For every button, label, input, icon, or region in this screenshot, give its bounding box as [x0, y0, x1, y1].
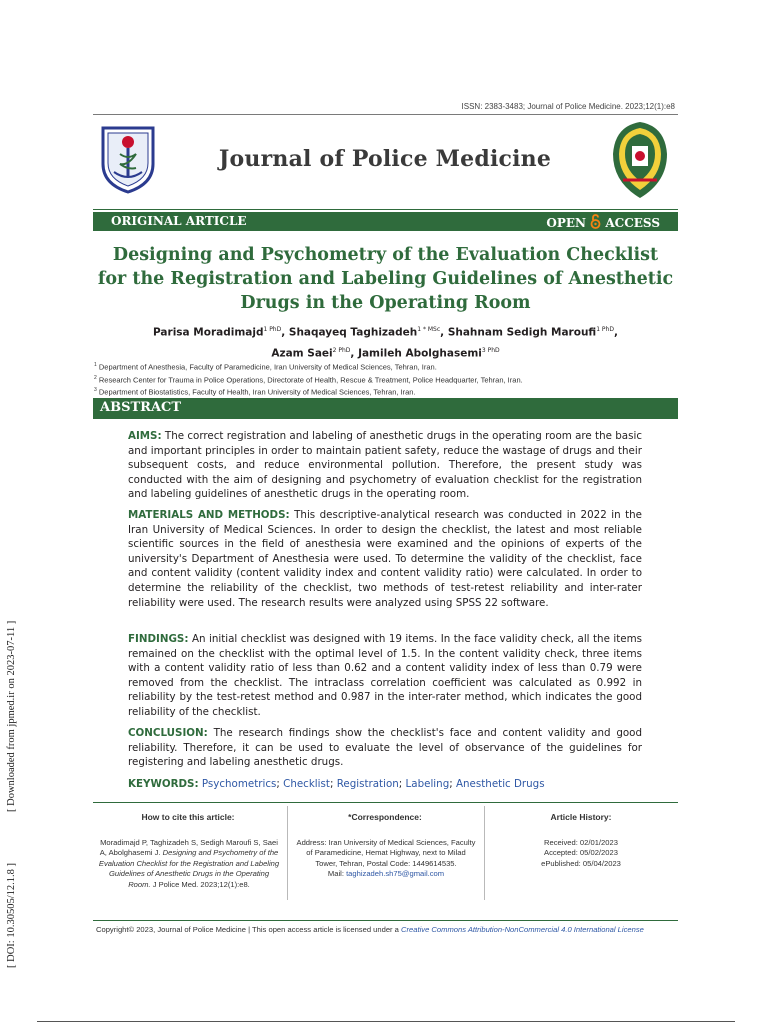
open-access-lock-icon — [590, 214, 601, 229]
downloaded-sidebar: [ Downloaded from jpmed.ir on 2023-07-11 ] — [6, 620, 17, 812]
issn-line: ISSN: 2383-3483; Journal of Police Medicine. 2023;12(1):e8 — [461, 102, 675, 111]
abstract-aims — [128, 429, 642, 502]
author-name: Shahnam Sedigh Maroufi — [447, 326, 597, 339]
license-link[interactable]: Creative Commons Attribution-NonCommercial 4.0 International License — [401, 925, 644, 934]
article-title-line-1: Designing and Psychometry of the Evaluation Checklist — [112, 245, 659, 265]
author-degree: 1 PhD — [596, 326, 614, 333]
header-divider — [93, 114, 678, 115]
affiliation-item: $^1$ Department of Anesthesia, Faculty of Paramedicine, Iran University of Medical Sciences, Tehran, Iran. — [94, 362, 437, 372]
copyright-line: Copyright© 2023, Journal of Police Medicine | This open access article is licensed under a Creative Commons Attribution-NonCommercial 4.0 International License — [96, 925, 644, 934]
keyword-link[interactable]: Labeling — [405, 778, 450, 790]
abstract-heading-band — [93, 398, 678, 419]
author-degree: 2 PhD — [332, 346, 351, 354]
author-name: Jamileh Abolghasemi — [358, 347, 482, 359]
article-title-line-2: for the Registration and Labeling Guidelines of Anesthetic — [97, 269, 674, 289]
footer-rule — [37, 1021, 735, 1022]
conclusion-text: The research findings show the checklist's face and content validity and good reliability. Therefore, it can be used to evaluate the level of observance of the guidelines for registering and labeling anesthetic drugs. — [128, 727, 642, 769]
keyword-link[interactable]: Checklist — [283, 778, 330, 790]
correspondence-heading: *Correspondence: — [348, 812, 422, 822]
keywords-heading: KEYWORDS: — [128, 778, 199, 790]
cite-text: Moradimajd P, Taghizadeh S, Sedigh Maroufi S, Saei A, Abolghasemi J. Designing and Psychometry of the Evaluation Checklist for the Registration and Labeling Guidelines of Anesthetic Drugs in the Operating Room. J Police Med. 2023;12(1):e8. — [98, 838, 280, 889]
email-link[interactable]: taghizadeh.sh75@gmail.com — [346, 869, 445, 879]
aims-heading: AIMS: — [128, 430, 162, 442]
keyword-link[interactable]: Psychometrics — [201, 778, 277, 790]
abstract-keywords: KEYWORDS: Psychometrics; Checklist; Registration; Labeling; Anesthetic Drugs — [128, 778, 545, 790]
author-name: Parisa Moradimajd — [153, 326, 264, 339]
article-title — [93, 243, 678, 315]
journal-title: Journal of Police Medicine — [218, 146, 552, 172]
affiliation-item: $^3$ Department of Biostatistics, Faculty of Health, Iran University of Medical Sciences, Tehran, Iran. — [94, 387, 416, 397]
article-type: ORIGINAL ARTICLE — [111, 214, 247, 228]
article-title-line-3: Drugs in the Operating Room — [240, 293, 531, 313]
info-divider — [484, 806, 485, 900]
open-word: OPEN — [546, 216, 586, 230]
author-degree: 1 PhD — [263, 326, 282, 333]
band-top-rule — [93, 209, 678, 210]
info-box-bottom-rule — [93, 920, 678, 921]
affiliations — [94, 360, 523, 398]
methods-heading: MATERIALS AND METHODS: — [128, 509, 290, 521]
author-list: Parisa Moradimajd$^{1 PhD}$, Shaqayeq Taghizadeh$^{1 * MSc}$, Shahnam Sedigh Maroufi$^{1 PhD}$, Azam Saei$^{2 PhD}$, Jamileh Abolghasemi$^{3 PhD}$ — [153, 326, 618, 359]
history-heading: Article History: — [550, 812, 612, 822]
affiliation-item: $^2$ Research Center for Trauma in Police Operations, Directorate of Health, Rescue & Treatment, Police Headquarter, Tehran, Iran. — [94, 374, 523, 384]
keyword-link[interactable]: Anesthetic Drugs — [455, 778, 545, 790]
abstract-conclusion — [128, 726, 642, 770]
conclusion-heading: CONCLUSION: — [128, 727, 208, 739]
abstract-methods — [128, 508, 642, 610]
doi-sidebar: [ DOI: 10.30505/12.1.8 ] — [6, 863, 17, 968]
correspondence-text: Address: Iran University of Medical Sciences, Faculty of Paramedicine, Hemat Highway, next to Milad Tower, Tehran, Postal Code: 1449614535. Mail: taghizadeh.sh75@gmail.com — [296, 838, 476, 879]
abstract-findings — [128, 632, 642, 720]
findings-text: An initial checklist was designed with 19 items. In the face validity check, all the items remained on the checklist with the optimal level of 1.5. In the content validity check, three items with a content validity ratio of less than 0.62 and a content validity index of less than 0.79 were removed from the checklist. The intraclass correlation coefficient was calculated as 0.992 in reliability by the test-retest method and 0.987 in the inter-rater method, which indicates the good reliability of the checklist. — [128, 633, 642, 718]
article-type-band — [93, 212, 678, 231]
abstract-heading: ABSTRACT — [100, 400, 182, 415]
police-emblem-logo — [609, 120, 671, 200]
info-divider — [287, 806, 288, 900]
info-box-top-rule — [93, 802, 678, 803]
author-degree: 1 * MSc — [417, 326, 441, 333]
findings-heading: FINDINGS: — [128, 633, 189, 645]
methods-text: This descriptive-analytical research was conducted in 2022 in the Iran University of Medical Sciences. In order to design the checklist, the latest and most reliable scientific sources in the field of anesthesia were examined and the opinions of experts of the university's Department of Anesthesia were used. To determine the validity of the checklist, face and content validity (content validity index and content validity ratio) were calculated. In order to determine the reliability of the checklist, two methods of test-retest reliability and inter-rater reliability were used. The research results were analyzed using SPSS 22 software. — [128, 509, 642, 609]
open-access-label — [546, 214, 660, 230]
cite-heading: How to cite this article: — [141, 812, 235, 822]
keyword-link[interactable]: Registration — [336, 778, 399, 790]
history-text: Received: 02/01/2023 Accepted: 05/02/2023 ePublished: 05/04/2023 — [541, 838, 621, 868]
author-degree: 3 PhD — [481, 346, 500, 354]
author-name: Shaqayeq Taghizadeh — [288, 326, 418, 339]
aims-text: The correct registration and labeling of anesthetic drugs in the operating room are the basic and important principles in order to maintain patient safety, reduce the wastage of drugs and their subsequent costs, and reduce environmental pollution. Therefore, the present study was conducted with the aim of designing and psychometry of evaluation checklist for the registration and labeling guidelines of anesthetic drugs in the operating room. — [128, 430, 642, 501]
access-word: ACCESS — [605, 216, 660, 230]
author-name: Azam Saei — [271, 347, 333, 359]
